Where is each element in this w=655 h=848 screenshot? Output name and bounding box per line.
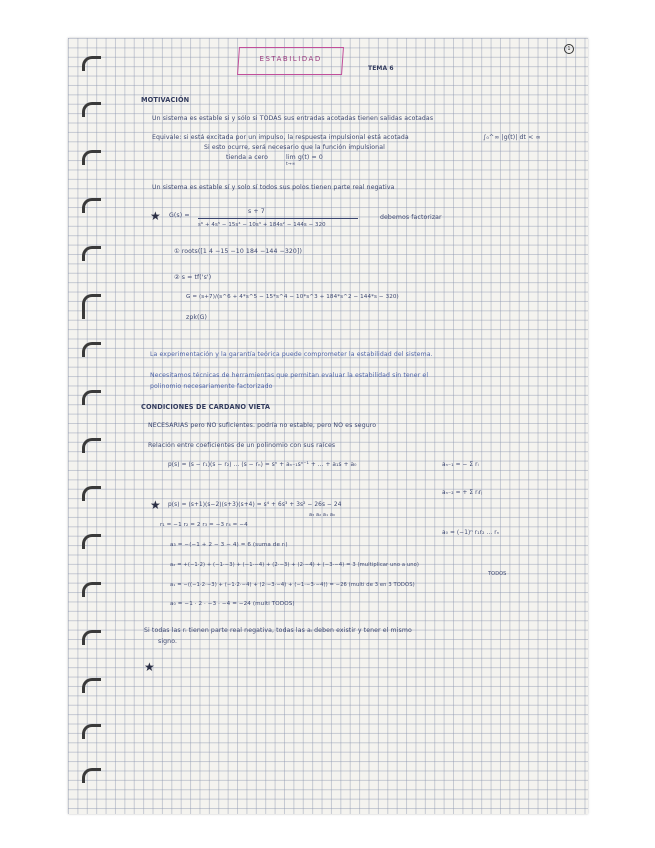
binder-hole <box>82 56 101 71</box>
topic-label: TEMA 6 <box>368 65 394 72</box>
page-title: ESTABILIDAD <box>259 55 322 63</box>
vieta-product-rule: a₀ = (−1)ⁿ r₁r₂ ... rₙ <box>442 530 500 536</box>
step-tf-expression: G = (s+7)/(s^6 + 4*s^5 − 15*s^4 − 10*s^3 + 184*s^2 − 144*s − 320) <box>186 294 399 300</box>
star-marker: ★ <box>144 660 155 674</box>
notebook-page <box>68 38 588 814</box>
coef-a2: a₂ = +(−1·2) + (−1·−3) + (−1·−4) + (2·−3) + (2·−4) + (−3·−4) = 3 (multiplicar uno a uno) <box>170 562 420 568</box>
coef-a1: a₁ = −((−1·2·−3) + (−1·2·−4) + (2·−3·−4) + (−1·−3·−4)) = −26 (multi de 3 en 3 TODOS) <box>170 582 415 588</box>
binder-hole <box>82 294 101 319</box>
conclusion-line: signo. <box>158 638 178 645</box>
example-polynomial: p(s) = (s+1)(s−2)(s+3)(s+4) = s⁴ + 6s³ + 3s² − 26s − 24 <box>168 502 342 508</box>
binder-hole <box>82 534 101 549</box>
binder-hole <box>82 102 101 117</box>
page-number: 1 <box>564 44 574 54</box>
limit-condition: lim g(t) = 0 <box>286 154 323 161</box>
text-line: Equivale: si está excitada por un impulso, la respuesta impulsional está acotada <box>152 134 409 141</box>
binder-hole <box>82 390 101 405</box>
integral-condition: ∫₀^∞ |g(t)| dt < ∞ <box>483 134 541 141</box>
step-zpk: zpk(G) <box>186 314 207 321</box>
binder-hole <box>82 768 101 783</box>
binder-hole <box>82 678 101 693</box>
fraction-bar <box>198 218 358 219</box>
step-tf: ② s = tf('s') <box>174 274 212 281</box>
text-line: tienda a cero <box>226 154 269 161</box>
annotation-todos: TODOS <box>488 571 507 577</box>
tf-note: debemos factorizar <box>380 214 442 221</box>
text-line: polinomio necesariamente factorizado <box>150 383 273 390</box>
binder-hole <box>82 150 101 165</box>
text-line: NECESARIAS pero NO suficientes. podría no estable, pero NO es seguro <box>148 422 377 429</box>
tf-denominator: s⁶ + 4s⁵ − 15s⁴ − 10s³ + 184s² − 144s − 320 <box>198 222 326 228</box>
text-line: Necesitamos técnicas de herramientas que permitan evaluar la estabilidad sin tener el <box>150 372 429 379</box>
limit-subscript: t→∞ <box>286 162 296 167</box>
text-line: Si esto ocurre, será necesario que la función impulsional <box>204 144 385 151</box>
binder-hole <box>82 342 101 357</box>
vieta-sum-rule: aₙ₋₁ = − Σ rᵢ <box>442 462 479 468</box>
tf-lhs: G(s) = <box>169 212 190 219</box>
binder-hole <box>82 724 101 739</box>
section-heading-motivacion: MOTIVACIÓN <box>141 96 190 104</box>
example-roots: r₁ = −1 r₂ = 2 r₃ = −3 r₄ = −4 <box>160 522 248 528</box>
text-line: Un sistema es estable sí y solo sí todos sus polos tienen parte real negativa <box>152 184 395 191</box>
binder-hole <box>82 486 101 501</box>
coefficient-labels: a₃ a₂ a₁ a₀ <box>309 512 336 518</box>
vieta-formula: p(s) = (s − r₁)(s − r₂) ... (s − rₙ) = sⁿ + aₙ₋₁sⁿ⁻¹ + ... + a₁s + a₀ <box>168 462 357 468</box>
section-heading-cardano-vieta: CONDICIONES DE CARDANO VIETA <box>141 403 271 411</box>
tf-numerator: s + 7 <box>248 208 265 215</box>
star-marker: ★ <box>150 209 161 223</box>
binder-hole <box>82 582 101 597</box>
text-line: Un sistema es estable si y sólo si TODAS sus entradas acotadas tienen salidas acotadas <box>152 115 434 122</box>
binder-hole <box>82 198 101 213</box>
binder-hole <box>82 630 101 645</box>
star-marker: ★ <box>150 498 161 512</box>
step-roots: ① roots([1 4 −15 −10 184 −144 −320]) <box>174 248 302 255</box>
coef-a0: a₀ = −1 · 2 · −3 · −4 = −24 (multi TODOS) <box>170 601 295 607</box>
coef-a3: a₃ = −(−1 + 2 − 3 − 4) = 6 (suma de rᵢ) <box>170 542 288 548</box>
text-line: La experimentación y la garantía teórica puede comprometer la estabilidad del sistema. <box>150 351 433 358</box>
binder-hole <box>82 438 101 453</box>
title-banner <box>237 47 344 75</box>
binder-hole <box>82 246 101 261</box>
text-line: Relación entre coeficientes de un polinomio con sus raíces <box>148 442 336 449</box>
conclusion-line: Si todas las rᵢ tienen parte real negativa, todas las aᵢ deben existir y tener el mismo <box>144 627 412 634</box>
vieta-pair-rule: aₙ₋₂ = + Σ rᵢrⱼ <box>442 490 483 496</box>
